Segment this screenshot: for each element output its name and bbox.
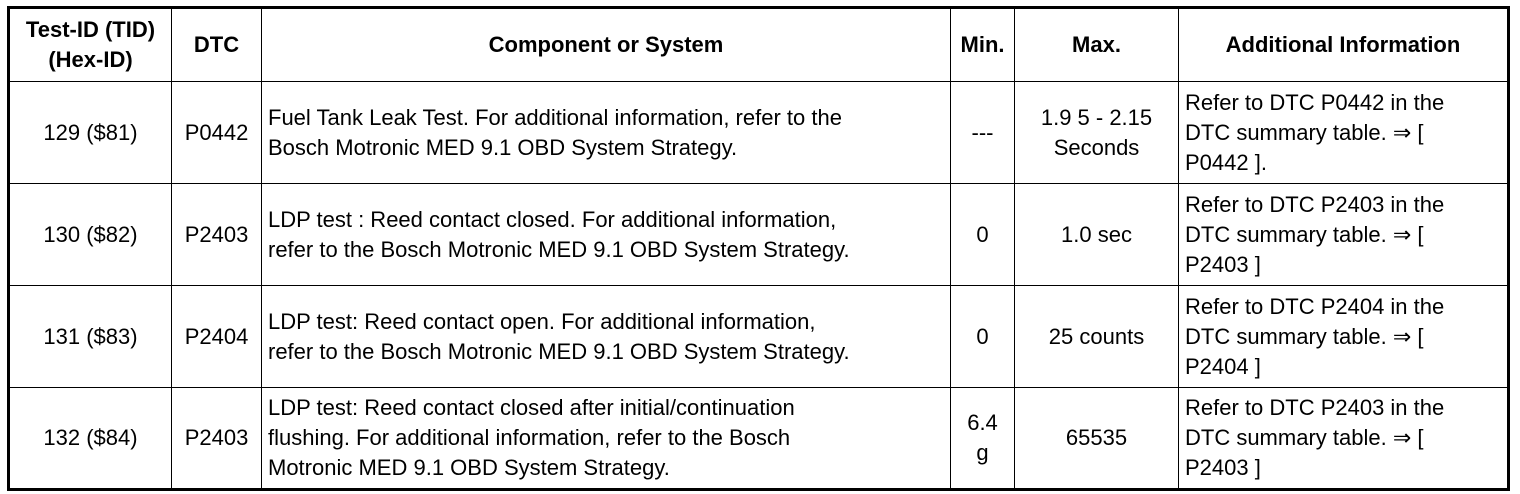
cell-max: 1.0 sec	[1015, 184, 1179, 286]
cell-dtc: P2404	[172, 286, 262, 388]
cell-additional-info: Refer to DTC P0442 in the DTC summary table. ⇒ [ P0442 ].	[1179, 82, 1509, 184]
cell-component: LDP test : Reed contact closed. For additional information, refer to the Bosch Motronic MED 9.1 OBD System Strategy.	[262, 184, 951, 286]
cell-max: 25 counts	[1015, 286, 1179, 388]
cell-component: LDP test: Reed contact closed after initial/continuation flushing. For additional information, refer to the Bosch Motronic MED 9.1 OBD System Strategy.	[262, 388, 951, 490]
cell-min: 0	[951, 184, 1015, 286]
cell-component: Fuel Tank Leak Test. For additional information, refer to the Bosch Motronic MED 9.1 OBD System Strategy.	[262, 82, 951, 184]
cell-additional-info: Refer to DTC P2403 in the DTC summary table. ⇒ [ P2403 ]	[1179, 184, 1509, 286]
cell-max: 1.9 5 - 2.15 Seconds	[1015, 82, 1179, 184]
cell-min: ---	[951, 82, 1015, 184]
header-max: Max.	[1015, 8, 1179, 82]
cell-component: LDP test: Reed contact open. For additional information, refer to the Bosch Motronic MED 9.1 OBD System Strategy.	[262, 286, 951, 388]
cell-dtc: P2403	[172, 388, 262, 490]
obd-test-table	[7, 6, 1510, 491]
header-additional-info: Additional Information	[1179, 8, 1509, 82]
cell-test-id: 132 ($84)	[9, 388, 172, 490]
cell-additional-info: Refer to DTC P2403 in the DTC summary table. ⇒ [ P2403 ]	[1179, 388, 1509, 490]
cell-additional-info: Refer to DTC P2404 in the DTC summary table. ⇒ [ P2404 ]	[1179, 286, 1509, 388]
table-row	[9, 82, 1509, 184]
header-min: Min.	[951, 8, 1015, 82]
cell-test-id: 129 ($81)	[9, 82, 172, 184]
cell-dtc: P2403	[172, 184, 262, 286]
header-dtc: DTC	[172, 8, 262, 82]
header-test-id: Test-ID (TID) (Hex-ID)	[9, 8, 172, 82]
header-component: Component or System	[262, 8, 951, 82]
cell-test-id: 131 ($83)	[9, 286, 172, 388]
table-row	[9, 388, 1509, 490]
cell-dtc: P0442	[172, 82, 262, 184]
cell-test-id: 130 ($82)	[9, 184, 172, 286]
cell-min: 6.4 g	[951, 388, 1015, 490]
cell-min: 0	[951, 286, 1015, 388]
cell-max: 65535	[1015, 388, 1179, 490]
header-row	[9, 8, 1509, 82]
table-row	[9, 286, 1509, 388]
table-row	[9, 184, 1509, 286]
